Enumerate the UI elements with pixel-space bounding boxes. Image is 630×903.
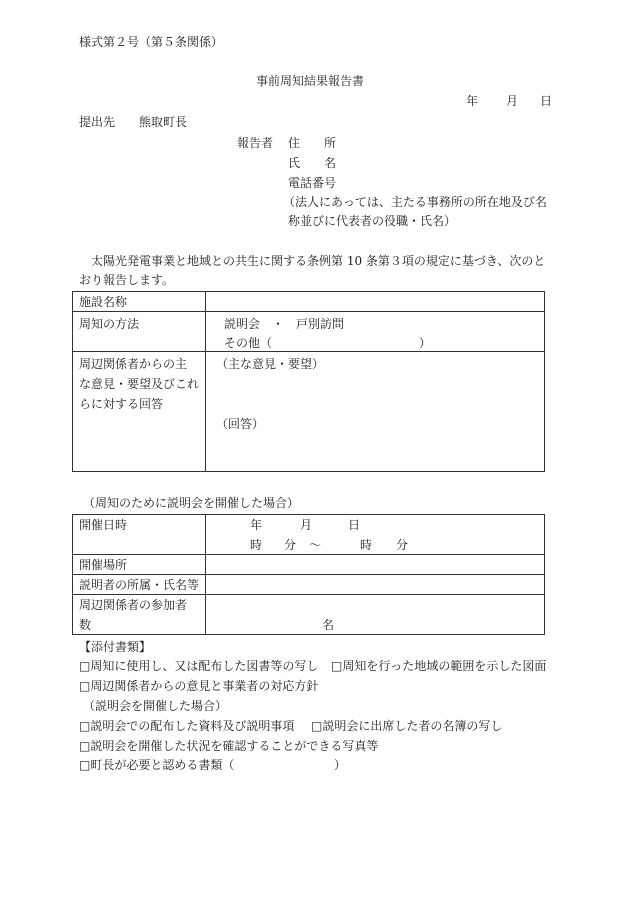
form-label: 様式第２号（第５条関係） [79,35,224,49]
presenter-label-cell [73,575,206,595]
attachment-item-6[interactable]: □説明会を開催した状況を確認することができる写真等 [79,739,379,753]
submit-to-value: 熊取町長 [139,115,188,129]
method-other-open: その他（ [224,336,273,350]
date-month-mark: 月 [300,518,313,532]
body-line-1: 太陽光発電事業と地域との共生に関する条例第 10 条第３項の規定に基づき、次のと [91,254,546,268]
date-day: 日 [540,94,553,108]
attachment-item-2[interactable]: □周知を行った地域の範囲を示した図面 [331,659,547,673]
method-label: 周知の方法 [79,317,140,331]
facility-label: 施設名称 [79,295,128,309]
participants-label-1: 周辺関係者の参加者 [79,598,188,612]
method-options[interactable]: 説明会 ・ 戸別訪問 [224,317,345,331]
facility-table [72,291,545,472]
venue-input[interactable] [206,555,545,575]
presenter-input[interactable] [206,575,545,595]
facility-label-cell [73,292,206,312]
opinions-label-cell [73,352,206,472]
date-month: 月 [506,94,519,108]
body-line-2: おり報告します。 [79,273,175,287]
facility-input[interactable] [206,292,545,312]
attachment-item-7-close: ） [334,758,347,772]
time-min-1: 分 [284,538,297,552]
date-year-mark: 年 [250,518,263,532]
date-day-mark: 日 [348,518,361,532]
method-label-cell [73,312,206,352]
page-title: 事前周知結果報告書 [256,74,365,88]
time-min-2: 分 [396,538,409,552]
time-hour-1: 時 [250,538,263,552]
method-other-close: ） [419,336,432,350]
opinions-label-1: 周辺関係者からの主 [79,357,188,371]
attachments-sub-heading: （説明会を開催した場合） [83,699,228,713]
session-table [72,514,545,635]
attachment-item-4[interactable]: □説明会での配布した資料及び説明事項 [79,719,295,733]
reporter-address: 住 所 [288,136,337,150]
time-tilde: ～ [309,538,322,552]
opinions-label-3: らに対する回答 [79,397,164,411]
participants-label-2: 数 [79,618,92,632]
venue-label-cell [73,555,206,575]
submit-to-label: 提出先 [79,115,116,129]
date-year: 年 [466,94,479,108]
answer-heading: （回答） [216,417,265,431]
attachment-item-3[interactable]: □周辺関係者からの意見と事業者の対応方針 [79,679,319,693]
participants-input[interactable] [206,595,545,635]
participants-label-cell [73,595,206,635]
venue-label: 開催場所 [79,558,128,572]
opinions-label-2: な意見・要望及びこれ [79,377,200,391]
participants-unit: 名 [322,618,335,632]
reporter-label: 報告者 [237,136,274,150]
method-input[interactable] [206,312,545,352]
opinions-heading: （主な意見・要望） [216,357,325,371]
attachment-item-7[interactable]: □町長が必要と認める書類（ [79,758,235,772]
reporter-note-1: （法人にあっては、主たる事務所の所在地及び名 [283,195,547,209]
reporter-name: 氏 名 [288,156,337,170]
presenter-label: 説明者の所属・氏名等 [79,578,200,592]
opinions-input[interactable] [206,352,545,472]
attachments-heading: 【添付書類】 [79,640,152,654]
datetime-label-cell [73,515,206,555]
reporter-note-2: 称並びに代表者の役職・氏名） [288,214,457,228]
attachment-item-1[interactable]: □周知に使用し、又は配布した図書等の写し [79,659,319,673]
reporter-phone: 電話番号 [288,176,337,190]
datetime-label: 開催日時 [79,518,128,532]
time-hour-2: 時 [360,538,373,552]
session-heading: （周知のために説明会を開催した場合） [83,496,300,510]
attachment-item-5[interactable]: □説明会に出席した者の名簿の写し [311,719,503,733]
datetime-input[interactable] [206,515,545,555]
